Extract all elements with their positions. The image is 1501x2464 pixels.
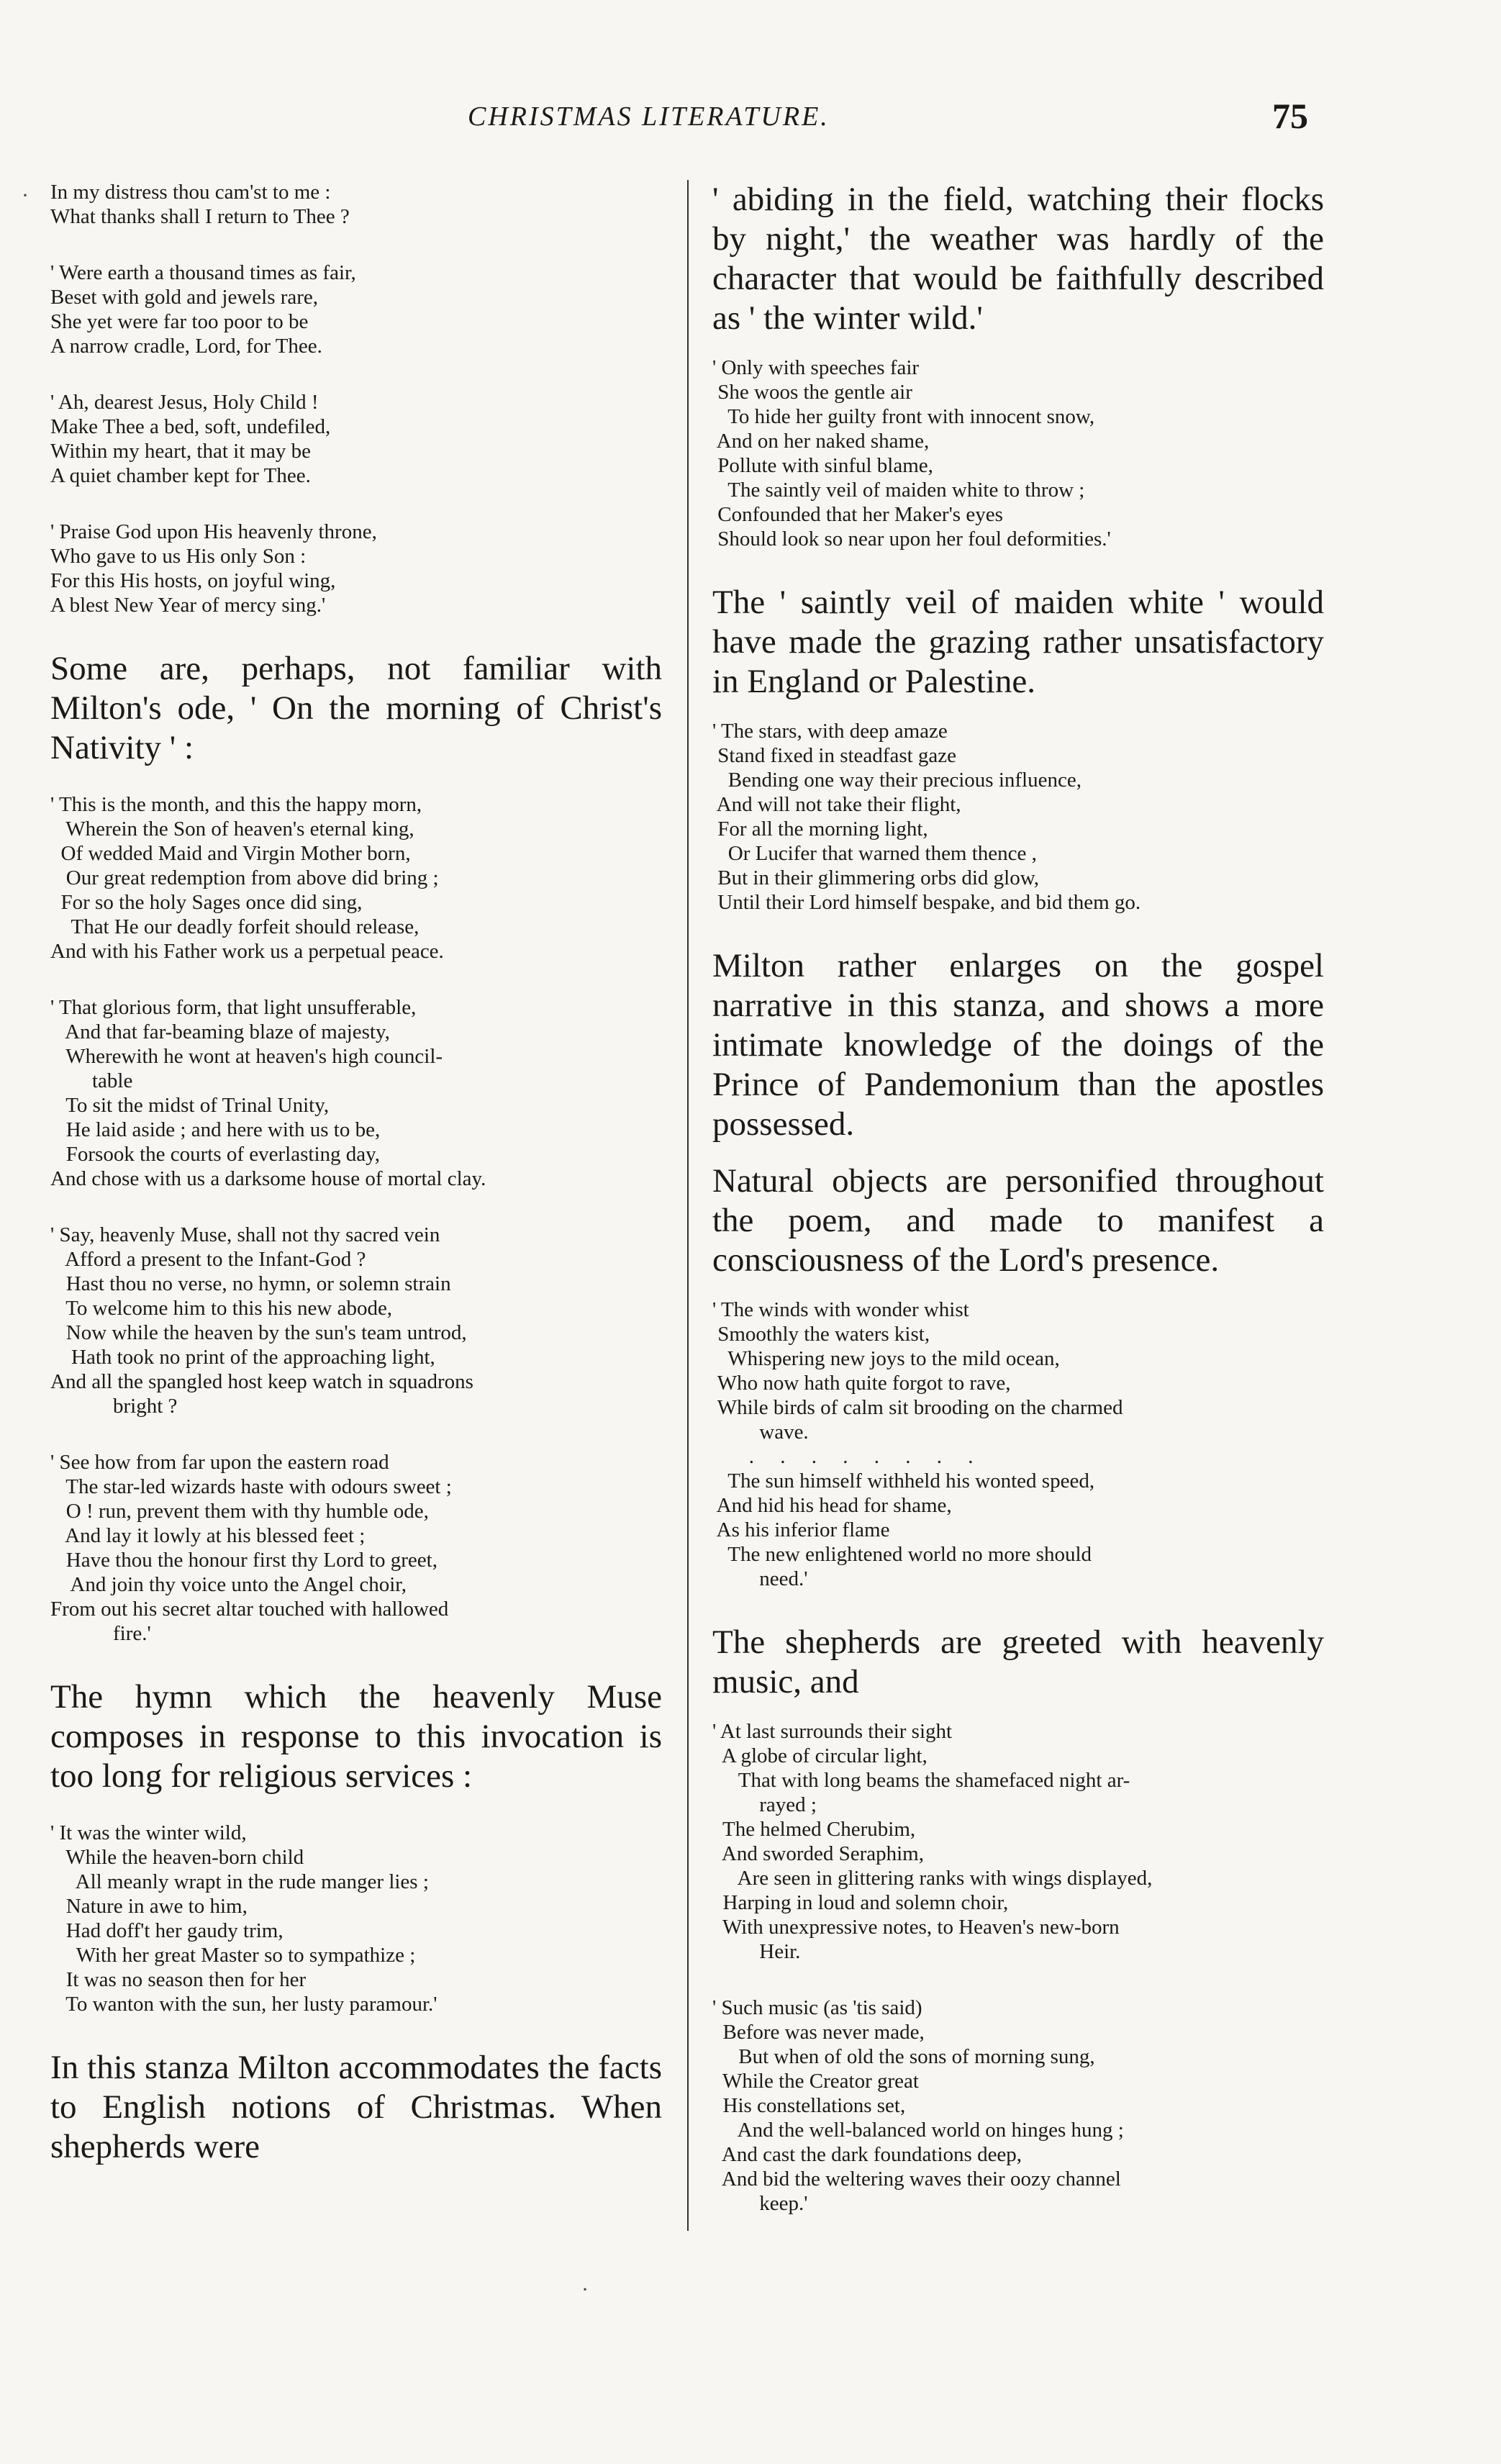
verse-line: Who now hath quite forgot to rave,	[712, 1372, 1011, 1395]
verse-line: O ! run, prevent them with thy humble ode,	[50, 1500, 429, 1523]
verse-line: Bending one way their precious influence,	[712, 769, 1081, 792]
verse-line: Who gave to us His only Son :	[50, 545, 307, 568]
verse-line: But in their glimmering orbs did glow,	[712, 866, 1040, 889]
prose-paragraph: The ' saintly veil of maiden white ' would have made the grazing rather unsatisfactory in England or Palestine.	[712, 584, 1324, 700]
verse-line: Heir.	[712, 1940, 801, 1963]
verse-line: Pollute with sinful blame,	[712, 454, 933, 477]
verse-stanza	[712, 1996, 1324, 2216]
verse-line: The new enlightened world no more should	[712, 1543, 1092, 1566]
verse-line: Until their Lord himself bespake, and bid them go.	[712, 891, 1141, 914]
prose-paragraph: In this stanza Milton accommodates the facts to English notions of Christmas. When shepherds were	[50, 2049, 662, 2165]
verse-line: ' That glorious form, that light unsufferable,	[50, 996, 417, 1019]
verse-line: Beset with gold and jewels rare,	[50, 286, 319, 309]
verse-line: And cast the dark foundations deep,	[712, 2143, 1022, 2166]
verse-line: ' The winds with wonder whist	[712, 1298, 969, 1321]
verse-stanza	[50, 390, 662, 488]
verse-line: Wherewith he wont at heaven's high council-	[50, 1045, 443, 1068]
verse-line: In my distress thou cam'st to me :	[50, 181, 331, 204]
prose-paragraph: The hymn which the heavenly Muse composes in response to this invocation is too long for religious services :	[50, 1678, 662, 1795]
column-divider	[687, 180, 689, 2231]
left-column	[50, 180, 662, 2191]
verse-line: Now while the heaven by the sun's team untrod,	[50, 1321, 467, 1344]
prose-paragraph: ' abiding in the field, watching their flocks by night,' the weather was hardly of the character that would be faithfully described as ' the winter wild.'	[712, 181, 1324, 337]
verse-line: ' At last surrounds their sight	[712, 1720, 953, 1743]
verse-line: ' The stars, with deep amaze	[712, 720, 948, 743]
verse-line: It was no season then for her	[50, 1968, 307, 1991]
verse-line: Within my heart, that it may be	[50, 440, 312, 463]
prose-paragraph: Natural objects are personified throughout the poem, and made to manifest a consciousness of the Lord's presence.	[712, 1162, 1324, 1279]
page-header	[0, 92, 1501, 150]
verse-line: bright ?	[50, 1395, 178, 1418]
verse-line: And sworded Seraphim,	[712, 1842, 924, 1865]
verse-line: ' Say, heavenly Muse, shall not thy sacred vein	[50, 1223, 440, 1246]
right-column	[712, 180, 1324, 2247]
verse-stanza	[50, 1223, 662, 1418]
verse-line: For so the holy Sages once did sing,	[50, 891, 363, 914]
footer-dot: ·	[581, 2278, 589, 2301]
verse-line: Hath took no print of the approaching light,	[50, 1346, 435, 1369]
verse-line: And hid his head for shame,	[712, 1494, 952, 1517]
verse-line: table	[50, 1069, 133, 1092]
verse-line: ' It was the winter wild,	[50, 1821, 247, 1844]
running-title: CHRISTMAS LITERATURE.	[468, 101, 830, 132]
verse-line: As his inferior flame	[712, 1518, 890, 1541]
verse-line: ' See how from far upon the eastern road	[50, 1451, 389, 1474]
verse-line: fire.'	[50, 1622, 151, 1645]
verse-stanza	[50, 792, 662, 964]
verse-line: A globe of circular light,	[712, 1744, 928, 1767]
verse-line: He laid aside ; and here with us to be,	[50, 1118, 381, 1141]
verse-line: ' Ah, dearest Jesus, Holy Child !	[50, 391, 319, 414]
prose-paragraph: The shepherds are greeted with heavenly music, and	[712, 1623, 1324, 1700]
verse-stanza	[50, 995, 662, 1191]
verse-line: ' Only with speeches fair	[712, 356, 920, 379]
verse-line: Or Lucifer that warned them thence ,	[712, 842, 1037, 865]
verse-stanza	[712, 355, 1324, 551]
verse-line: And chose with us a darksome house of mortal clay.	[50, 1167, 486, 1190]
verse-line: wave.	[712, 1421, 809, 1444]
verse-line: . . . . . . . .	[712, 1445, 974, 1468]
verse-line: To wanton with the sun, her lusty paramour.'	[50, 1993, 437, 2016]
verse-line: Stand fixed in steadfast gaze	[712, 744, 957, 767]
verse-line: And bid the weltering waves their oozy channel	[712, 2168, 1121, 2191]
verse-line: And will not take their flight,	[712, 793, 961, 816]
verse-line: Harping in loud and solemn choir,	[712, 1891, 1009, 1914]
verse-line: A blest New Year of mercy sing.'	[50, 594, 326, 617]
verse-line: Of wedded Maid and Virgin Mother born,	[50, 842, 411, 865]
verse-line: Have thou the honour first thy Lord to greet,	[50, 1549, 437, 1572]
verse-line: Before was never made,	[712, 2021, 925, 2044]
verse-stanza	[712, 1297, 1324, 1591]
verse-stanza	[50, 180, 662, 229]
verse-line: Afford a present to the Infant-God ?	[50, 1248, 366, 1271]
verse-line: A narrow cradle, Lord, for Thee.	[50, 335, 322, 358]
verse-stanza	[50, 1821, 662, 2016]
verse-line: need.'	[712, 1567, 808, 1590]
verse-line: The sun himself withheld his wonted speed,	[712, 1469, 1095, 1493]
verse-line: Whispering new joys to the mild ocean,	[712, 1347, 1060, 1370]
verse-line: The helmed Cherubim,	[712, 1818, 916, 1841]
verse-line: While the heaven-born child	[50, 1846, 304, 1869]
verse-line: To sit the midst of Trinal Unity,	[50, 1094, 330, 1117]
verse-stanza	[712, 719, 1324, 915]
verse-line: For this His hosts, on joyful wing,	[50, 569, 336, 592]
verse-line: While birds of calm sit brooding on the charmed	[712, 1396, 1123, 1419]
verse-line: And all the spangled host keep watch in squadrons	[50, 1370, 473, 1393]
verse-line: ' Praise God upon His heavenly throne,	[50, 520, 377, 543]
verse-stanza	[50, 261, 662, 358]
verse-line: Wherein the Son of heaven's eternal king,	[50, 817, 414, 841]
verse-stanza	[50, 520, 662, 617]
verse-line: Forsook the courts of everlasting day,	[50, 1143, 380, 1166]
verse-line: To hide her guilty front with innocent snow,	[712, 405, 1095, 428]
verse-line: From out his secret altar touched with hallowed	[50, 1598, 449, 1621]
verse-line: And join thy voice unto the Angel choir,	[50, 1573, 407, 1596]
verse-line: Nature in awe to him,	[50, 1895, 248, 1918]
verse-line: That with long beams the shamefaced night ar-	[712, 1769, 1130, 1792]
margin-dot: ·	[22, 184, 29, 207]
verse-line: She woos the gentle air	[712, 381, 912, 404]
verse-line: A quiet chamber kept for Thee.	[50, 464, 311, 487]
verse-line: To welcome him to this his new abode,	[50, 1297, 393, 1320]
verse-line: Our great redemption from above did bring ;	[50, 866, 439, 889]
verse-line: keep.'	[712, 2192, 808, 2215]
prose-paragraph: Some are, perhaps, not familiar with Milton's ode, ' On the morning of Christ's Nativity ' :	[50, 650, 662, 766]
verse-line: She yet were far too poor to be	[50, 310, 309, 333]
verse-line: That He our deadly forfeit should release,	[50, 915, 420, 938]
verse-stanza	[50, 1450, 662, 1646]
verse-line: With unexpressive notes, to Heaven's new-born	[712, 1916, 1120, 1939]
verse-line: Had doff't her gaudy trim,	[50, 1919, 284, 1942]
verse-line: But when of old the sons of morning sung,	[712, 2045, 1095, 2068]
verse-line: While the Creator great	[712, 2070, 919, 2093]
verse-line: And that far-beaming blaze of majesty,	[50, 1020, 390, 1043]
verse-line: Are seen in glittering ranks with wings displayed,	[712, 1867, 1153, 1890]
verse-line: All meanly wrapt in the rude manger lies ;	[50, 1870, 429, 1893]
verse-line: Hast thou no verse, no hymn, or solemn strain	[50, 1272, 451, 1295]
verse-stanza	[712, 1719, 1324, 1964]
verse-line: His constellations set,	[712, 2094, 906, 2117]
verse-line: Make Thee a bed, soft, undefiled,	[50, 415, 331, 438]
verse-line: And on her naked shame,	[712, 430, 930, 453]
verse-line: Smoothly the waters kist,	[712, 1323, 930, 1346]
verse-line: The saintly veil of maiden white to throw ;	[712, 479, 1085, 502]
verse-line: ' Such music (as 'tis said)	[712, 1996, 922, 2019]
verse-line: Confounded that her Maker's eyes	[712, 503, 1003, 526]
verse-line: ' This is the month, and this the happy morn,	[50, 793, 422, 816]
verse-line: And lay it lowly at his blessed feet ;	[50, 1524, 366, 1547]
verse-line: ' Were earth a thousand times as fair,	[50, 261, 356, 284]
verse-line: And with his Father work us a perpetual peace.	[50, 940, 444, 963]
verse-line: For all the morning light,	[712, 817, 928, 841]
prose-paragraph: Milton rather enlarges on the gospel narrative in this stanza, and shows a more intimate knowledge of the doings of the Prince of Pandemonium than the apostles possessed.	[712, 947, 1324, 1143]
page-number: 75	[1272, 96, 1308, 136]
verse-line: What thanks shall I return to Thee ?	[50, 205, 350, 228]
verse-line: The star-led wizards haste with odours sweet ;	[50, 1475, 452, 1498]
verse-line: And the well-balanced world on hinges hung ;	[712, 2119, 1124, 2142]
verse-line: With her great Master so to sympathize ;	[50, 1944, 416, 1967]
verse-line: rayed ;	[712, 1793, 817, 1816]
verse-line: Should look so near upon her foul deformities.'	[712, 527, 1111, 551]
